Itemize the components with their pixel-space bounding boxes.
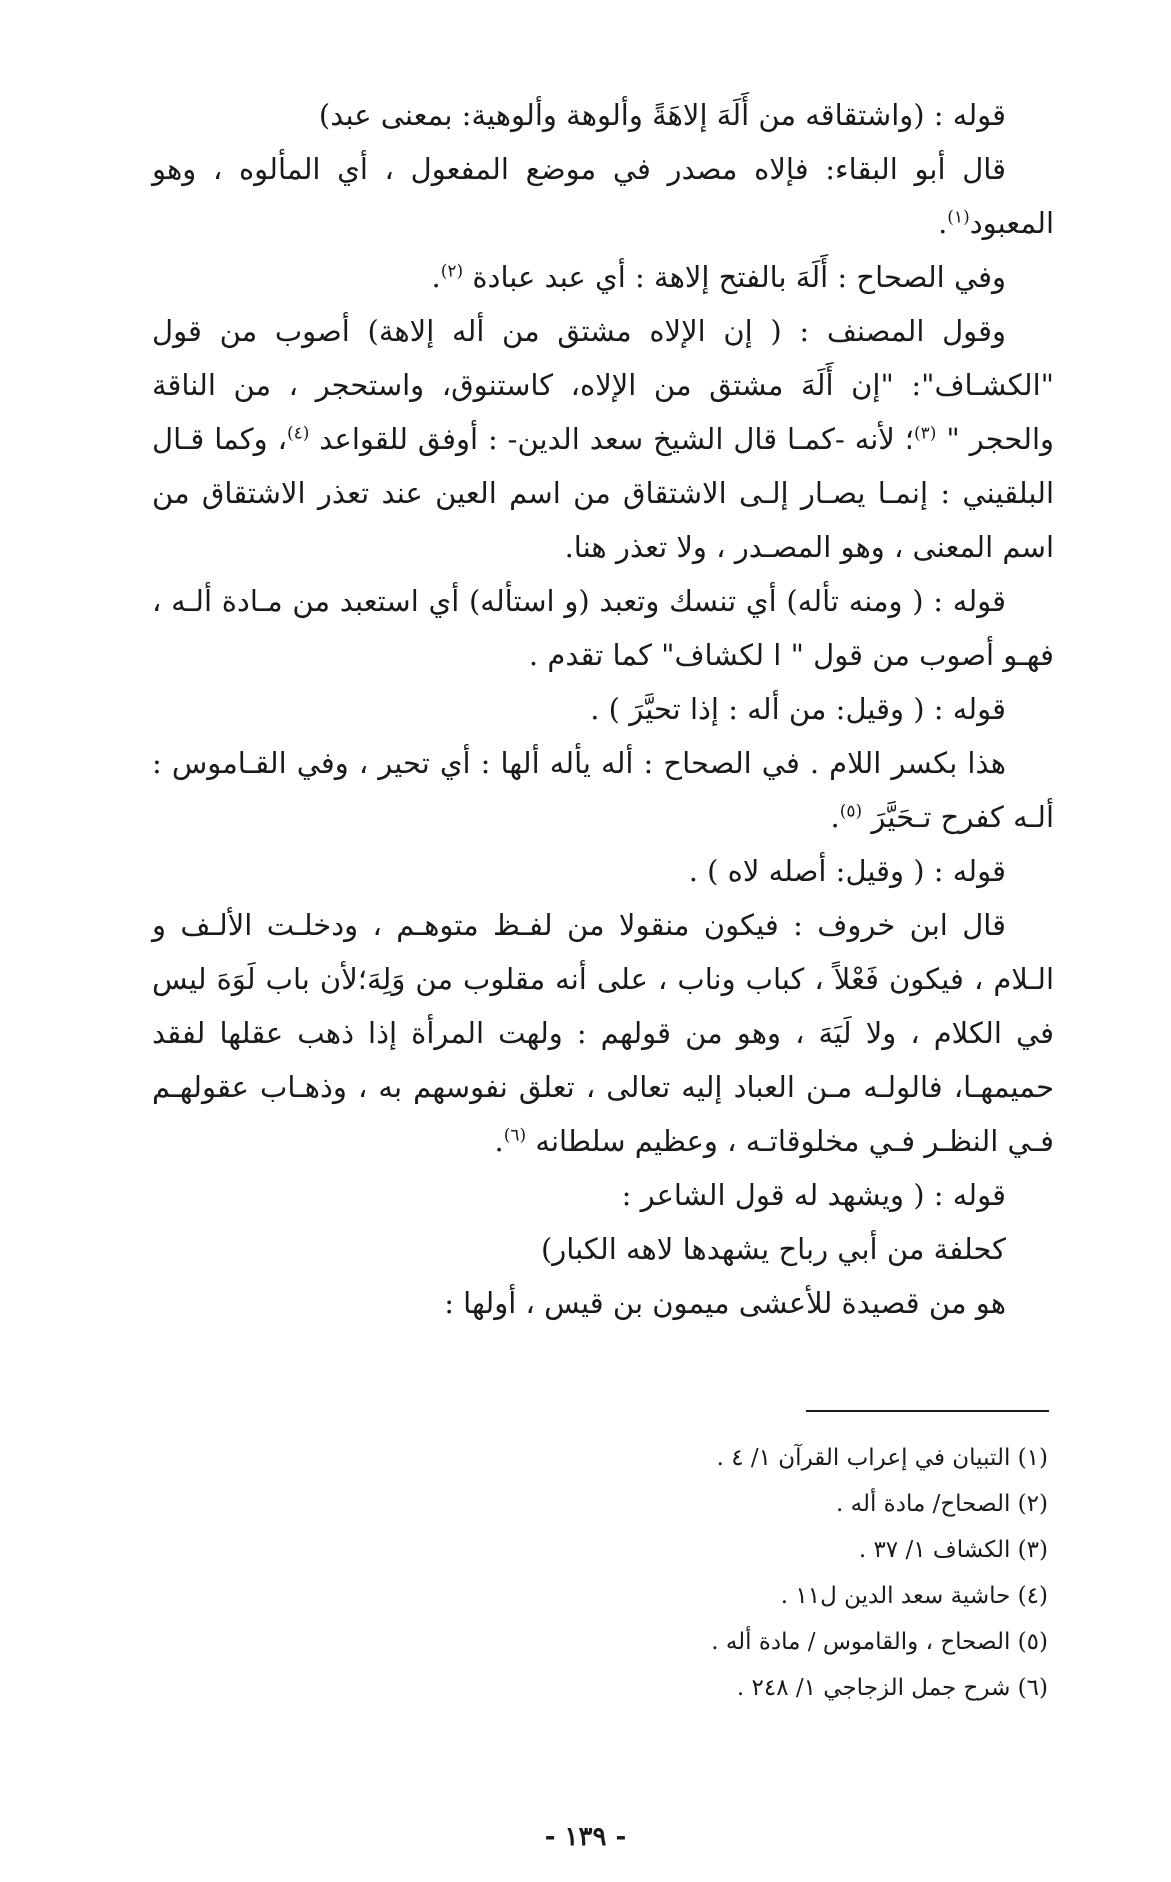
footnote-ref-5: (٥) — [839, 801, 863, 822]
text-line: العباد إليه تعالى ، تعلق نفوسهم به ، وذهـاب عقولهـم فـي النظـر فـي مخلوقاتـه ، — [152, 1070, 1054, 1158]
text-line: قال ابن خروف : فيكون منقولا من لفـظ متوهـم ، ودخلـت الألـف و الـلام ، — [152, 908, 1055, 996]
text-line: قال الشيخ سعد الدين- : أوفق للقواعد — [309, 422, 778, 456]
footnote-5: (٥) الصحاح ، والقاموس / مادة أله . — [711, 1629, 1048, 1655]
footnote-2: (٢) الصحاح/ مادة أله . — [835, 1491, 1048, 1517]
text-line: قوله : (واشتقاقه من أَلَهَ إلاهَةً وألوهة وألوهية: بمعنى عبد) — [318, 98, 1006, 132]
body-text — [152, 88, 1054, 1330]
text-line: هذا بكسر اللام . في الصحاح : أله يأله ألها : أي تحير ، وفي القـاموس : ألـه — [152, 746, 1054, 834]
paragraph-10 — [152, 1168, 1054, 1222]
text-line: هو من قصيدة للأعشى ميمون بن قيس ، أولها : — [444, 1286, 1006, 1320]
footnote-divider — [806, 1410, 1049, 1412]
text-line: أصوب من قول " ا لكشاف" كما تقدم . — [528, 638, 995, 672]
paragraph-6 — [152, 682, 1054, 736]
footnote-3: (٣) الكشاف ١/ ٣٧ . — [858, 1537, 1048, 1563]
text-line: قوله : ( وقيل: من أله : إذا تحيَّرَ ) . — [590, 692, 1006, 726]
text-line: وقول المصنف : ( إن الإلاه مشتق من أله إلاهة) أصوب من قول "الكشـاف": — [152, 314, 1054, 402]
text-line: تعذر هنا. — [564, 530, 668, 564]
text-line: قوله : ( ويشهد له قول الشاعر : — [621, 1178, 1006, 1212]
footnote-ref-6: (٦) — [503, 1125, 527, 1146]
text-line: . — [938, 206, 948, 240]
text-line: كحلفة من أبي رباح يشهدها لاهه الكبار) — [540, 1232, 1006, 1266]
text-line: قال أبو البقاء: فإلاه مصدر في موضع المفعول ، أي المألوه ، وهو المعبود — [152, 152, 1054, 240]
footnote-4: (٤) حاشية سعد الدين ل١١ . — [780, 1583, 1048, 1609]
paragraph-3 — [152, 250, 1054, 304]
footnote-1: (١) التبيان في إعراب القرآن ١/ ٤ . — [716, 1445, 1048, 1471]
paragraph-7 — [152, 736, 1054, 844]
text-line: ولا لَيَهَ ، وهو من قولهم : ولهت المرأة إذا ذهب عقلها لفقد حميمهـا، فالولـه مـن — [152, 1016, 1054, 1104]
paragraph-8 — [152, 844, 1054, 898]
page-number: - ١٣٩ - — [544, 1822, 627, 1852]
paragraph-5 — [152, 574, 1054, 682]
text-line: "إن أَلَهَ مشتق من الإلاه، كاستنوق، واستحجر ، من الناقة والحجر " — [152, 368, 1055, 456]
text-line: فيكون فَعْلاً ، كباب وناب ، على أنه مقلوب من وَلِهَ؛لأن باب لَوَهَ ليس في الكلام ، — [152, 962, 1054, 1050]
text-line: ؛ لأنه -كمـا — [787, 422, 915, 456]
text-line: كفرح تـحَيَّرَ — [862, 800, 1004, 834]
paragraph-9 — [152, 898, 1054, 1168]
text-line: . — [431, 260, 441, 294]
text-line: . — [830, 800, 840, 834]
paragraph-2 — [152, 142, 1054, 250]
text-line: الاشتقاق من اسم العين عند تعذر الاشتقاق من اسم المعنى ، وهو المصـدر ، ولا — [152, 476, 1054, 564]
footnote-ref-2: (٢) — [440, 261, 464, 282]
footnote-6: (٦) شرح جمل الزجاجي ١/ ٢٤٨ . — [736, 1675, 1048, 1701]
verse-line — [152, 1222, 1054, 1276]
paragraph-1 — [152, 88, 1054, 142]
footnote-ref-3: (٣) — [914, 423, 937, 444]
text-line: قوله : ( ومنه تأله) أي تنسك وتعبد (و استأله) أي استعبد من مـادة ألـه ، فهـو — [152, 584, 1054, 672]
footnotes — [520, 1435, 1048, 1711]
footnote-ref-4: (٤) — [286, 423, 310, 444]
footnote-ref-1: (١) — [947, 207, 970, 228]
text-line: . — [494, 1124, 504, 1158]
text-line: وفي الصحاح : أَلَهَ بالفتح إلاهة : أي عبد عبادة — [463, 260, 1006, 294]
paragraph-12 — [152, 1276, 1054, 1330]
text-line: وعظيم سلطانه — [526, 1124, 718, 1158]
text-line: ، وكما قـال البلقيني : إنمـا يصـار إلـى — [152, 422, 1055, 510]
paragraph-4 — [152, 304, 1054, 574]
text-line: قوله : ( وقيل: أصله لاه ) . — [688, 854, 1006, 888]
